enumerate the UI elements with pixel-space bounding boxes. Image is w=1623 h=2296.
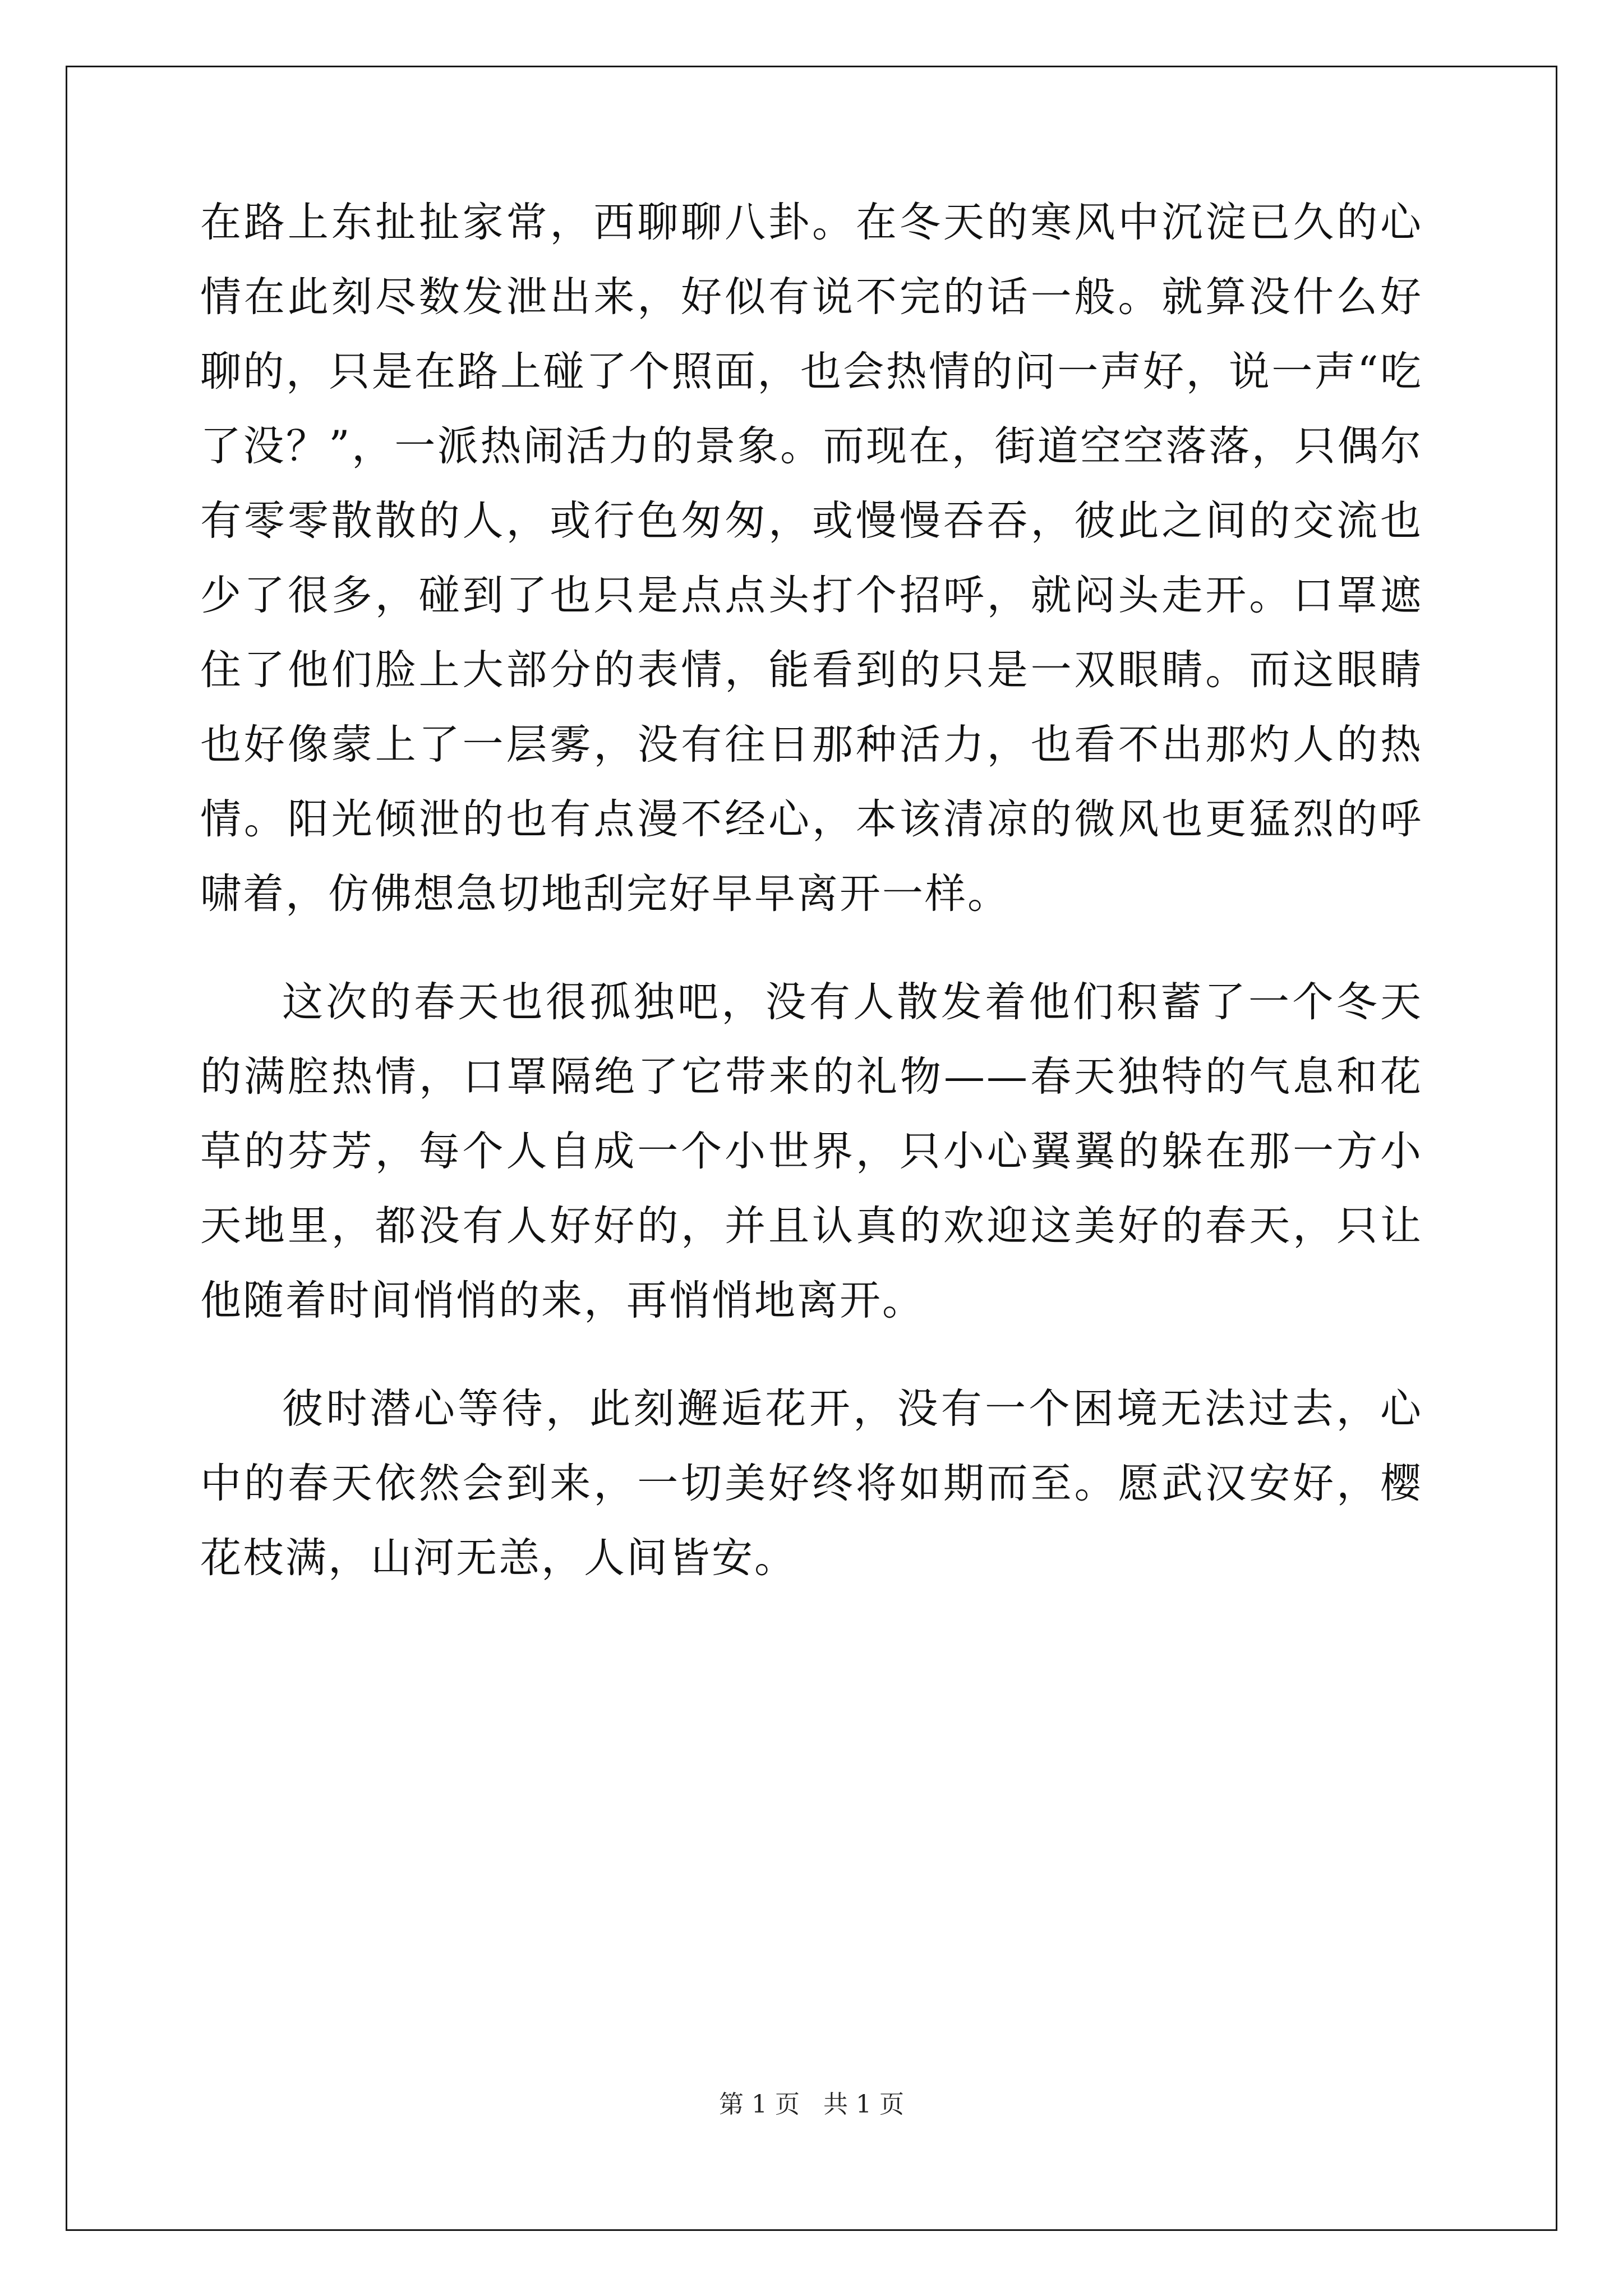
paragraph-1: 在路上东扯扯家常，西聊聊八卦。在冬天的寒风中沉淀已久的心情在此刻尽数发泄出来，好似有说不完的话一般。就算没什么好聊的，只是在路上碰了个照面，也会热情的问一声好，说一声“吃了没？”，一派热闹活力的景象。而现在，街道空空落落，只偶尔有零零散散的人，或行色匆匆，或慢慢吞吞，彼此之间的交流也少了很多，碰到了也只是点点头打个招呼，就闷头走开。口罩遮住了他们脸上大部分的表情，能看到的只是一双眼睛。而这眼睛也好像蒙上了一层雾，没有往日那种活力，也看不出那灼人的热情。阳光倾泄的也有点漫不经心，本该清凉的微风也更猛烈的呼啸着，仿佛想急切地刮完好早早离开一样。 bbox=[200, 199, 1423, 918]
paragraph-3: 彼时潜心等待，此刻邂逅花开，没有一个困境无法过去，心中的春天依然会到来，一切美好终将如期而至。愿武汉安好，樱花枝满，山河无恙，人间皆安。 bbox=[200, 1385, 1423, 1582]
document-body bbox=[200, 185, 1423, 1595]
page-number-footer: 第 1 页 共 1 页 bbox=[719, 2090, 904, 2119]
paragraph-2: 这次的春天也很孤独吧，没有人散发着他们积蓄了一个冬天的满腔热情，口罩隔绝了它带来的礼物——春天独特的气息和花草的芬芳，每个人自成一个小世界，只小心翼翼的躲在那一方小天地里，都没有人好好的，并且认真的欢迎这美好的春天，只让他随着时间悄悄的来，再悄悄地离开。 bbox=[200, 978, 1423, 1324]
